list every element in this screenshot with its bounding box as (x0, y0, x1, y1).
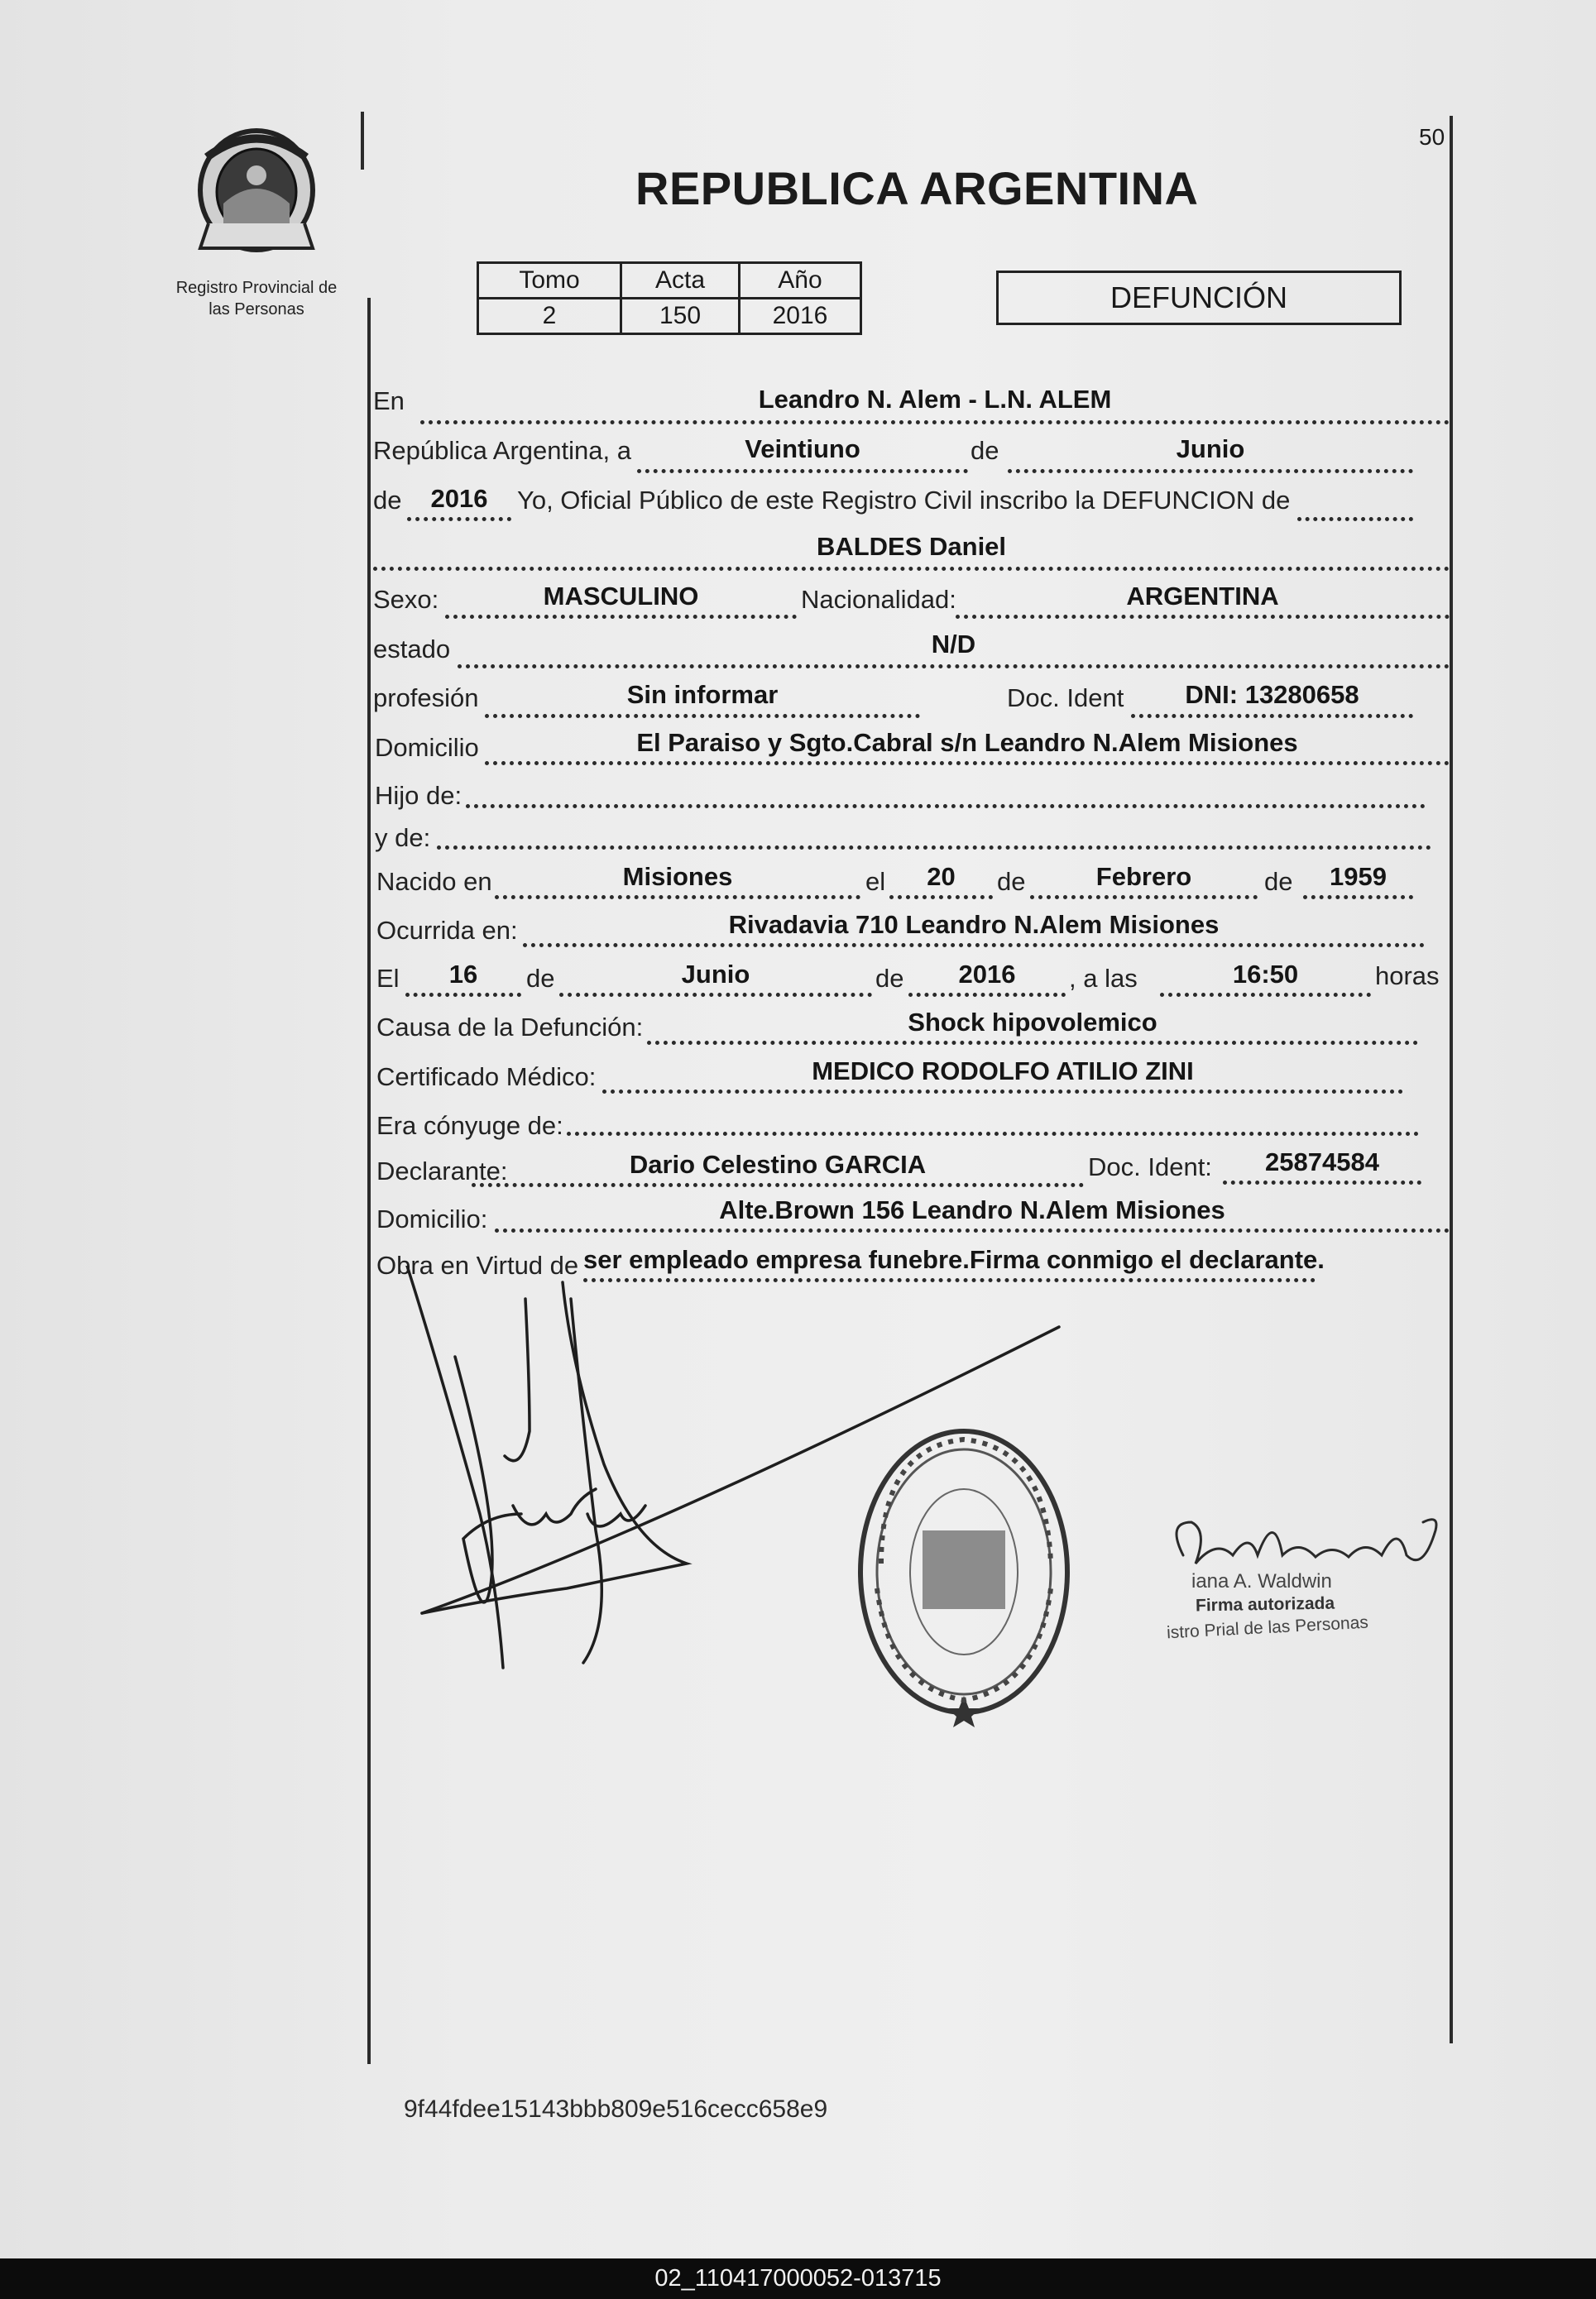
dotted-line (1030, 895, 1258, 899)
registry-caption-line1: Registro Provincial de (175, 279, 338, 297)
dotted-line (472, 1183, 1084, 1187)
declarante-value: Dario Celestino GARCIA (629, 1150, 927, 1179)
deceased-name: BALDES Daniel (816, 532, 1007, 561)
nacionalidad-value: ARGENTINA (1126, 582, 1279, 611)
dotted-line (445, 615, 797, 619)
dotted-line (485, 714, 920, 718)
sexo-value: MASCULINO (543, 582, 699, 611)
conyuge-label: Era cónyuge de: (376, 1111, 563, 1140)
de-label: de (526, 964, 555, 993)
left-margin-rule (361, 112, 364, 170)
footer-code: 02_110417000052-013715 (0, 2258, 1596, 2299)
provincial-seal-icon (190, 124, 323, 265)
de-label: de (997, 867, 1026, 896)
yde-label: y de: (375, 823, 431, 852)
dotted-line (559, 993, 872, 997)
dotted-line (1160, 993, 1371, 997)
estado-value: N/D (931, 630, 976, 659)
nacionalidad-label: Nacionalidad: (801, 585, 956, 614)
record-table-header: Año (740, 263, 861, 299)
obra-value: ser empleado empresa funebre.Firma conmigo el declarante. (583, 1245, 1325, 1274)
record-table-header: Acta (621, 263, 740, 299)
dotted-line (637, 469, 968, 473)
official-office: istro Prial de las Personas (1166, 1612, 1369, 1643)
de-label: de (875, 964, 904, 993)
registry-caption-line2: las Personas (208, 300, 304, 319)
dotted-line (437, 845, 1431, 850)
record-table-value-row (478, 299, 861, 334)
official-role: Firma autorizada (1195, 1593, 1335, 1616)
page-number: 50 (1419, 124, 1445, 150)
month-value: Junio (1176, 434, 1245, 463)
right-margin-rule (1450, 116, 1453, 2043)
de-label: de (1264, 867, 1293, 896)
dotted-line (1008, 469, 1413, 473)
dotted-line (647, 1041, 1418, 1045)
doc-ident-value: 25874584 (1265, 1147, 1379, 1176)
dotted-line (405, 993, 521, 997)
alas-label: , a las (1069, 964, 1138, 993)
death-year-value: 2016 (958, 960, 1016, 989)
dotted-line (523, 943, 1425, 947)
birth-day-value: 20 (927, 862, 956, 891)
sexo-label: Sexo: (373, 585, 439, 614)
estado-label: estado (373, 635, 451, 663)
declarante-label: Declarante: (376, 1157, 508, 1185)
el-label: El (376, 964, 400, 993)
dotted-line (495, 1229, 1450, 1233)
republica-label: República Argentina, a (373, 436, 631, 465)
ocurrida-label: Ocurrida en: (376, 916, 518, 945)
dotted-line (602, 1090, 1403, 1094)
causa-label: Causa de la Defunción: (376, 1013, 644, 1042)
birth-place-value: Misiones (622, 862, 733, 891)
dotted-line (1303, 895, 1413, 899)
official-text: Yo, Oficial Público de este Registro Civil inscribo la DEFUNCION de (517, 486, 1291, 515)
record-table (477, 261, 862, 335)
dotted-line (373, 567, 1450, 571)
dotted-line (466, 804, 1426, 808)
profesion-label: profesión (373, 683, 479, 712)
official-name: iana A. Waldwin (1191, 1570, 1332, 1593)
record-table-header-row (478, 263, 861, 299)
doc-label: Doc. Ident (1007, 683, 1124, 712)
domicilio2-value: Alte.Brown 156 Leandro N.Alem Misiones (719, 1195, 1225, 1224)
dotted-line (407, 517, 511, 521)
causa-value: Shock hipovolemico (908, 1008, 1157, 1037)
death-time-value: 16:50 (1232, 960, 1299, 989)
en-label: En (373, 386, 405, 415)
el-label: el (865, 867, 886, 896)
year-value: 2016 (430, 484, 488, 513)
domicilio-value: El Paraiso y Sgto.Cabral s/n Leandro N.Alem Misiones (636, 728, 1298, 757)
birth-year-value: 1959 (1330, 862, 1387, 891)
dotted-line (567, 1132, 1419, 1136)
domicilio2-label: Domicilio: (376, 1205, 488, 1233)
record-table-header: Tomo (478, 263, 621, 299)
record-table-cell: 2 (478, 299, 621, 334)
doc-ident-label: Doc. Ident: (1088, 1152, 1212, 1181)
left-margin-rule-main (367, 298, 371, 2064)
dotted-line (495, 895, 860, 899)
certificado-label: Certificado Médico: (376, 1062, 597, 1091)
death-day-value: 16 (448, 960, 478, 989)
dotted-line (908, 993, 1066, 997)
horas-label: horas (1375, 961, 1440, 990)
birth-month-value: Febrero (1095, 862, 1192, 891)
place-value: Leandro N. Alem - L.N. ALEM (758, 385, 1112, 414)
record-table-cell: 2016 (740, 299, 861, 334)
document-hash: 9f44fdee15143bbb809e516cecc658e9 (404, 2095, 828, 2123)
nacido-label: Nacido en (376, 867, 492, 896)
day-value: Veintiuno (745, 434, 860, 463)
de-label: de (971, 436, 999, 465)
death-month-value: Junio (681, 960, 750, 989)
dotted-line (956, 615, 1450, 619)
dotted-line (889, 895, 993, 899)
dotted-line (485, 761, 1450, 765)
registry-stamp (848, 1423, 1080, 1729)
dotted-line (458, 664, 1450, 668)
dotted-line (420, 420, 1450, 424)
dotted-line (1131, 714, 1413, 718)
registry-caption (153, 277, 360, 320)
certificado-value: MEDICO RODOLFO ATILIO ZINI (812, 1056, 1194, 1085)
domicilio-label: Domicilio (375, 733, 479, 762)
de-label: de (373, 486, 402, 515)
obra-label: Obra en Virtud de (376, 1251, 579, 1280)
doc-value: DNI: 13280658 (1185, 680, 1359, 709)
ocurrida-value: Rivadavia 710 Leandro N.Alem Misiones (728, 910, 1220, 939)
profesion-value: Sin informar (626, 680, 779, 709)
record-type-box: DEFUNCIÓN (996, 271, 1402, 325)
dotted-line (1223, 1181, 1421, 1185)
record-table-cell: 150 (621, 299, 740, 334)
hijo-label: Hijo de: (375, 781, 463, 810)
page-title: REPUBLICA ARGENTINA (635, 162, 1199, 214)
dotted-line (1297, 517, 1413, 521)
